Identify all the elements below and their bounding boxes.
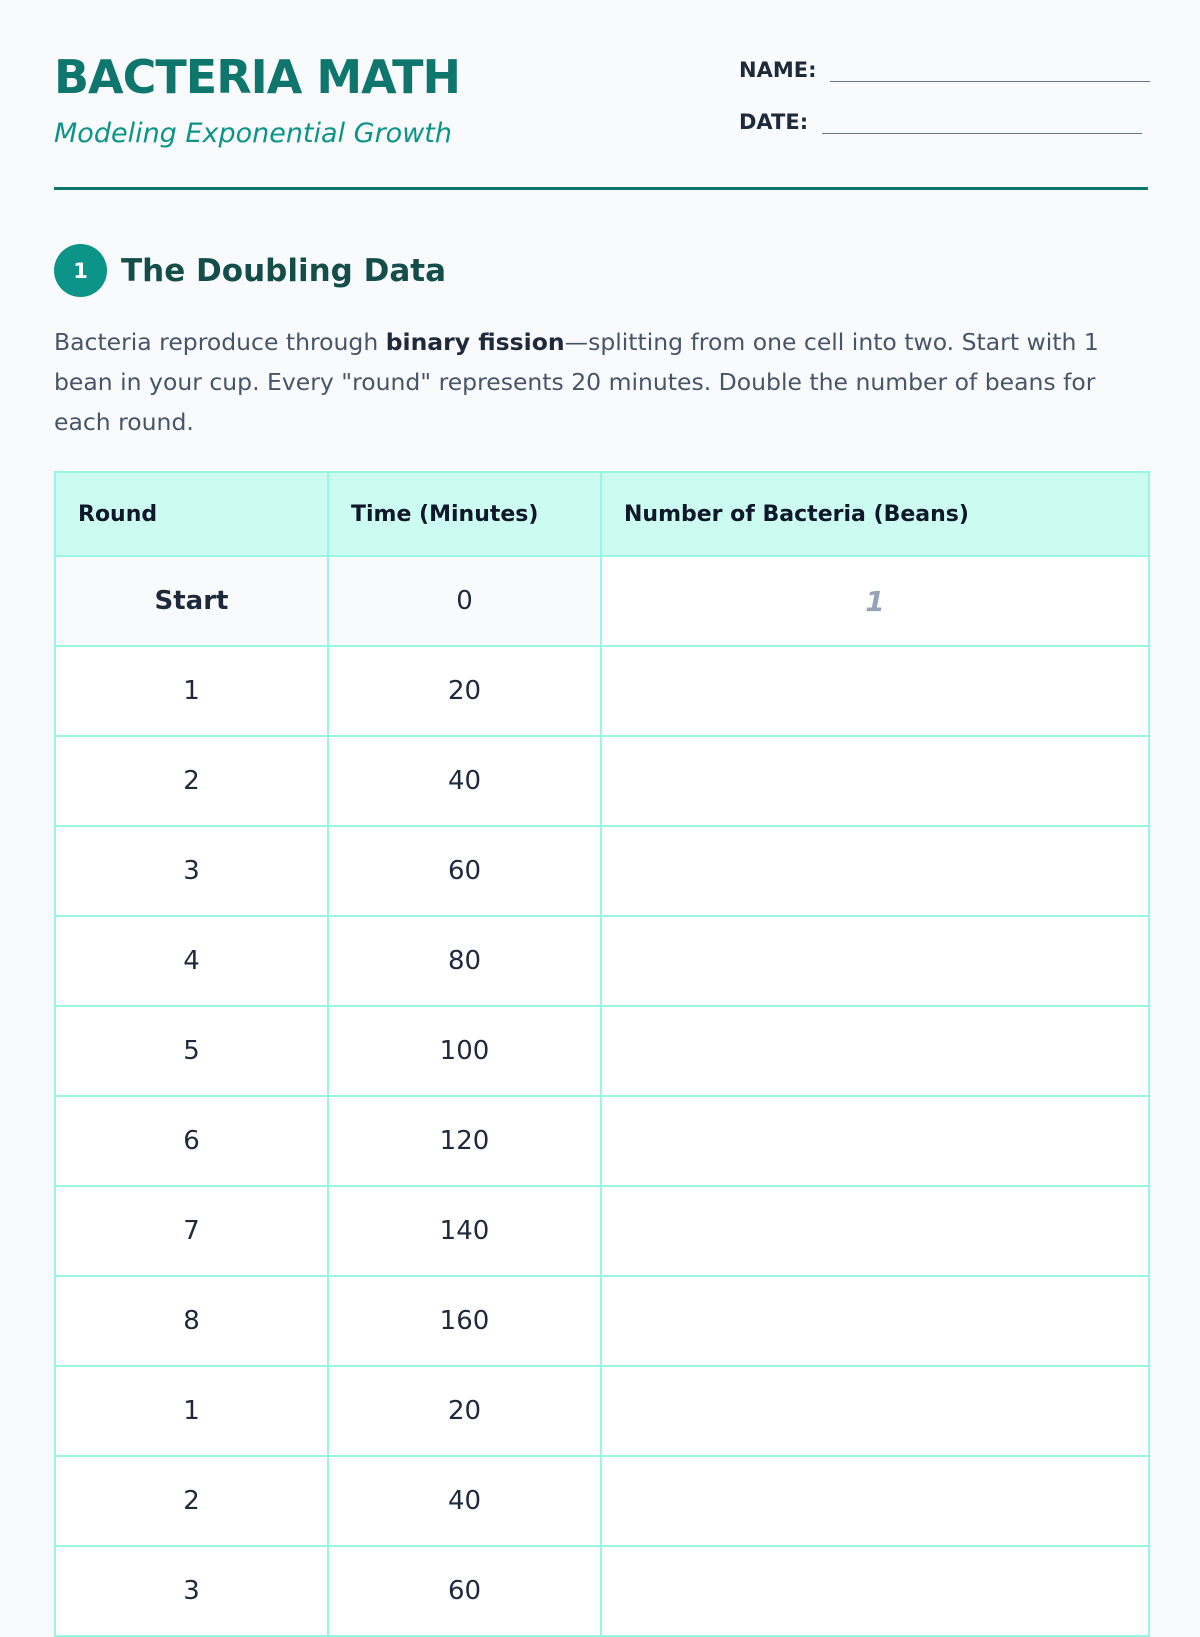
table-row — [55, 1366, 1149, 1456]
time-cell: 60 — [328, 826, 601, 916]
table-header-row — [55, 472, 1149, 556]
time-cell: 40 — [328, 736, 601, 826]
bacteria-cell[interactable]: 1 — [601, 556, 1149, 646]
round-cell: 6 — [55, 1096, 328, 1186]
section-intro — [54, 322, 1148, 442]
round-cell: 7 — [55, 1186, 328, 1276]
time-cell: 120 — [328, 1096, 601, 1186]
bacteria-cell[interactable] — [601, 1186, 1149, 1276]
round-cell: 3 — [55, 1546, 328, 1636]
round-cell: 5 — [55, 1006, 328, 1096]
table-row — [55, 916, 1149, 1006]
intro-text-2: —splitting from one cell into two. Start with 1 bean in your cup. Every "round" represents 20 minutes. Double the number of beans for each round. — [54, 328, 1099, 436]
time-cell: 40 — [328, 1456, 601, 1546]
bacteria-cell[interactable] — [601, 646, 1149, 736]
table-row — [55, 1006, 1149, 1096]
table-row — [55, 1456, 1149, 1546]
round-cell: Start — [55, 556, 328, 646]
time-cell: 20 — [328, 646, 601, 736]
name-input-line[interactable] — [830, 59, 1150, 82]
table-row — [55, 1546, 1149, 1636]
time-cell: 0 — [328, 556, 601, 646]
table-row — [55, 826, 1149, 916]
round-cell: 1 — [55, 1366, 328, 1456]
bacteria-cell[interactable] — [601, 826, 1149, 916]
date-input-line[interactable] — [822, 111, 1142, 134]
intro-bold-term: binary fission — [385, 328, 565, 356]
table-body — [55, 556, 1149, 1636]
round-cell: 8 — [55, 1276, 328, 1366]
bacteria-cell[interactable] — [601, 1366, 1149, 1456]
round-cell: 4 — [55, 916, 328, 1006]
time-cell: 100 — [328, 1006, 601, 1096]
page-subtitle: Modeling Exponential Growth — [54, 118, 452, 149]
bacteria-cell[interactable] — [601, 1456, 1149, 1546]
header-round: Round — [55, 472, 328, 556]
time-cell: 20 — [328, 1366, 601, 1456]
time-cell: 160 — [328, 1276, 601, 1366]
table-row — [55, 646, 1149, 736]
page-title: BACTERIA MATH — [54, 50, 461, 104]
section-number-badge: 1 — [54, 244, 107, 297]
time-cell: 140 — [328, 1186, 601, 1276]
header-bacteria: Number of Bacteria (Beans) — [601, 472, 1149, 556]
round-cell: 2 — [55, 736, 328, 826]
date-label: DATE: — [739, 110, 809, 134]
table-row — [55, 1276, 1149, 1366]
bacteria-cell[interactable] — [601, 1276, 1149, 1366]
name-label: NAME: — [739, 58, 817, 82]
time-cell: 80 — [328, 916, 601, 1006]
time-cell: 60 — [328, 1546, 601, 1636]
bacteria-cell[interactable] — [601, 916, 1149, 1006]
section-title: The Doubling Data — [121, 252, 447, 289]
round-cell: 2 — [55, 1456, 328, 1546]
header-time: Time (Minutes) — [328, 472, 601, 556]
worksheet-header — [54, 0, 1148, 190]
table-row — [55, 1186, 1149, 1276]
doubling-data-table — [54, 471, 1150, 1637]
table-row — [55, 736, 1149, 826]
round-cell: 3 — [55, 826, 328, 916]
bacteria-cell[interactable] — [601, 1096, 1149, 1186]
section-heading — [54, 244, 446, 297]
bacteria-cell[interactable] — [601, 1546, 1149, 1636]
round-cell: 1 — [55, 646, 328, 736]
bacteria-cell[interactable] — [601, 736, 1149, 826]
date-field — [739, 110, 1142, 134]
table-row — [55, 556, 1149, 646]
bacteria-cell[interactable] — [601, 1006, 1149, 1096]
name-field — [739, 58, 1150, 82]
worksheet-page — [54, 0, 1148, 1606]
table-row — [55, 1096, 1149, 1186]
intro-text-1: Bacteria reproduce through — [54, 328, 386, 356]
